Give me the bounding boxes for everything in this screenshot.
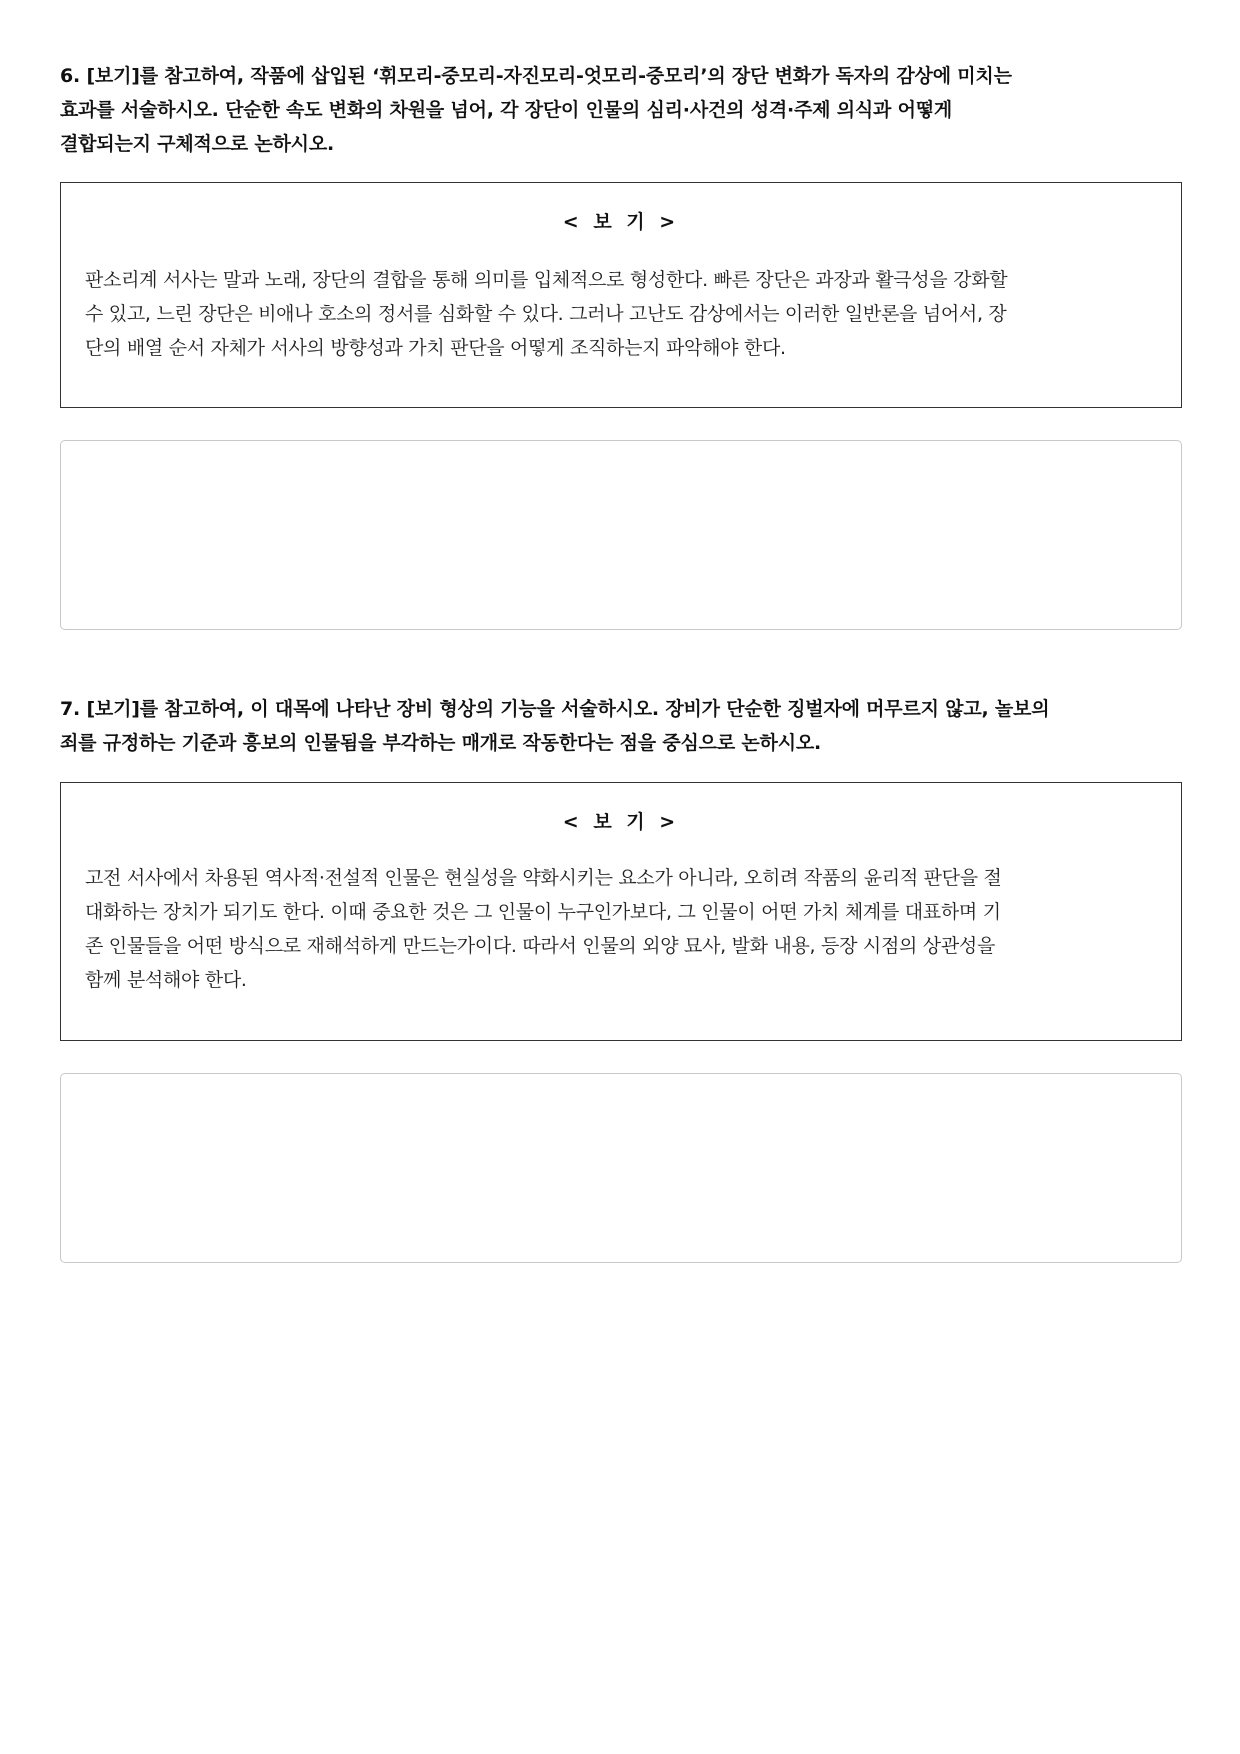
- question-6-line: 6. [보기]를 참고하여, 작품에 삽입된 ‘휘모리-중모리-자진모리-엇모리-중모리’의 장단 변화가 독자의 감상에 미치는: [60, 65, 1012, 87]
- bogi-line: 판소리계 서사는 말과 노래, 장단의 결합을 통해 의미를 입체적으로 형성한다. 빠른 장단은 과장과 활극성을 강화할: [85, 269, 1008, 291]
- question-6-line: 효과를 서술하시오. 단순한 속도 변화의 차원을 넘어, 각 장단이 인물의 심리·사건의 성격·주제 의식과 어떻게: [60, 99, 953, 121]
- question-6-prompt: [60, 59, 1180, 161]
- bogi-line: 함께 분석해야 한다.: [85, 969, 247, 991]
- bogi-line: 존 인물들을 어떤 방식으로 재해석하게 만드는가이다. 따라서 인물의 외양 묘사, 발화 내용, 등장 시점의 상관성을: [85, 935, 996, 957]
- question-7-bogi-box: [60, 782, 1182, 1041]
- question-6-bogi-box: [60, 182, 1182, 408]
- question-7-bogi-text: [85, 861, 1157, 997]
- question-6-bogi-text: [85, 263, 1157, 365]
- question-7-line: 7. [보기]를 참고하여, 이 대목에 나타난 장비 형상의 기능을 서술하시오. 장비가 단순한 징벌자에 머무르지 않고, 놀보의: [60, 698, 1050, 720]
- question-7-prompt: [60, 692, 1180, 760]
- bogi-line: 수 있고, 느린 장단은 비애나 호소의 정서를 심화할 수 있다. 그러나 고난도 감상에서는 이러한 일반론을 넘어서, 장: [85, 303, 1007, 325]
- question-7-answer-box[interactable]: [60, 1073, 1182, 1263]
- bogi-line: 단의 배열 순서 자체가 서사의 방향성과 가치 판단을 어떻게 조직하는지 파악해야 한다.: [85, 337, 786, 359]
- question-7-line: 죄를 규정하는 기준과 흥보의 인물됨을 부각하는 매개로 작동한다는 점을 중심으로 논하시오.: [60, 732, 822, 754]
- bogi-line: 고전 서사에서 차용된 역사적·전설적 인물은 현실성을 약화시키는 요소가 아니라, 오히려 작품의 윤리적 판단을 절: [85, 867, 1002, 889]
- question-6-answer-box[interactable]: [60, 440, 1182, 630]
- question-7-bogi-title: < 보 기 >: [562, 811, 680, 833]
- bogi-line: 대화하는 장치가 되기도 한다. 이때 중요한 것은 그 인물이 누구인가보다, 그 인물이 어떤 가치 체계를 대표하며 기: [85, 901, 1001, 923]
- question-6-bogi-title: < 보 기 >: [562, 211, 680, 233]
- question-6-line: 결합되는지 구체적으로 논하시오.: [60, 133, 335, 155]
